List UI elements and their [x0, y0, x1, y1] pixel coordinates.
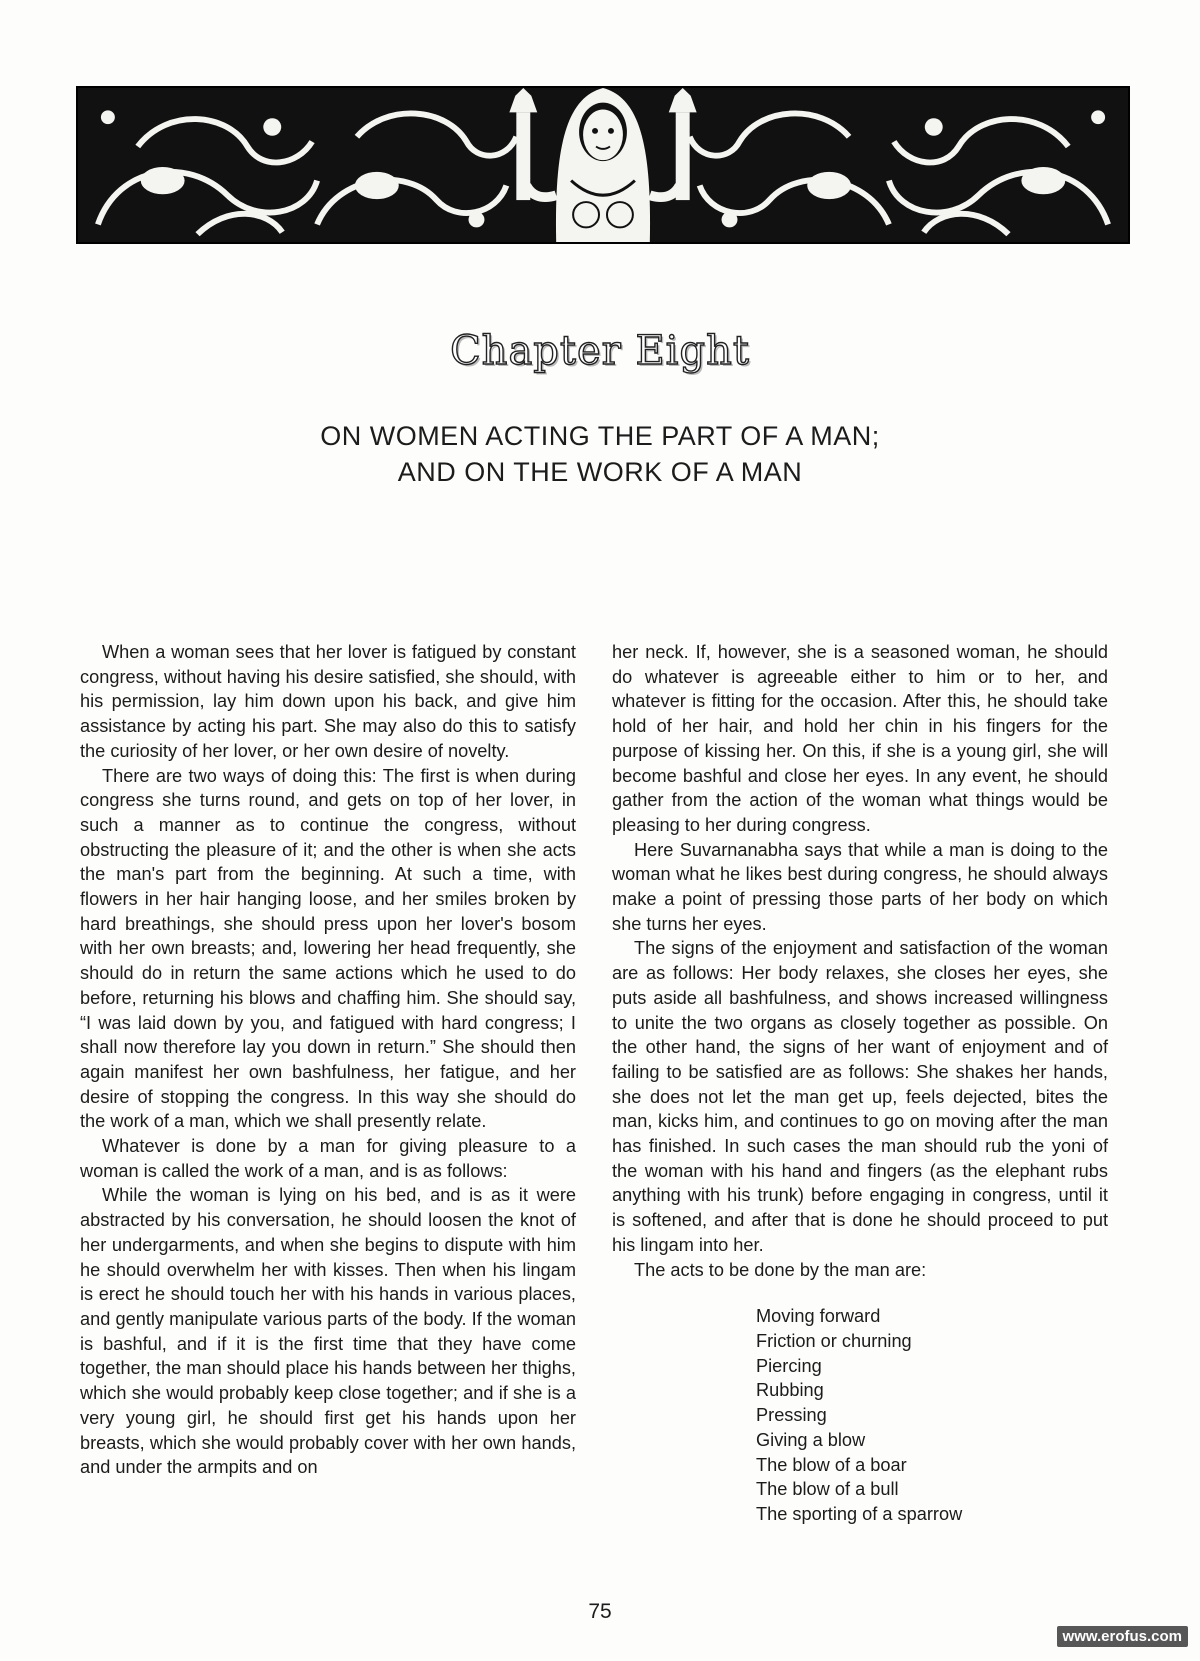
- subtitle-line-1: ON WOMEN ACTING THE PART OF A MAN;: [320, 421, 880, 451]
- paragraph: There are two ways of doing this: The first is when during congress she turns round, and gets on top of her lover, in such a manner as to continue the congress, without obstructing the pleasure of it; and the other is when she acts the man's part from the beginning. At such a time, with flowers in her hair hanging loose, and her smiles broken by hard breathings, she should press upon her lover's bosom with her own breasts; and, lowering her head frequently, she should do in return the same actions which he used to do before, returning his blows and chaffing him. She should say, “I was laid down by you, and fatigued with hard congress; I shall now therefore lay you down in return.” She should then again manifest her own bashfulness, her fatigue, and her desire of stopping the congress. In this way she should do the work of a man, which we shall presently relate.: [80, 765, 576, 1132]
- page-number: 75: [588, 1600, 612, 1623]
- paragraph: Here Suvarnanabha says that while a man is doing to the woman what he likes best during congress, he should always make a point of pressing those parts of her body on which she turns her eyes.: [612, 839, 1108, 934]
- chapter-title: Chapter Eight: [450, 328, 750, 374]
- list-item: Piercing: [756, 1355, 822, 1376]
- paragraph: While the woman is lying on his bed, and is as it were abstracted by his conversation, he should loosen the knot of her undergarments, and when she begins to dispute with him he should overwhelm her with kisses. Then when his lingam is erect he should touch her with his hands in various places, and gently manipulate various parts of the body. If the woman is bashful, and if it is the first time that they have come together, the man should place his hands between her thighs, which she would probably keep close together; and if she is a very young girl, he should first get his hands upon her breasts, which she would probably cover with her own hands, and under the armpits and on: [80, 1185, 576, 1478]
- paragraph: her neck. If, however, she is a seasoned woman, he should do whatever is agreeable either to him or to her, and whatever is fitting for the occasion. After this, he should take hold of her hair, and hold her chin in his fingers for the purpose of kissing her. On this, if she is a young girl, she will become bashful and close her eyes. In any event, he should gather from the action of the woman what things would be pleasing to her during congress.: [612, 642, 1108, 835]
- acts-list: [756, 1304, 1108, 1526]
- watermark: www.erofus.com: [1057, 1626, 1188, 1647]
- list-item: Rubbing: [756, 1380, 824, 1401]
- list-item: The sporting of a sparrow: [756, 1503, 963, 1524]
- ornament-illustration: [78, 88, 1128, 242]
- ornamental-banner: [76, 86, 1130, 244]
- list-item: Friction or churning: [756, 1330, 912, 1351]
- subtitle-line-2: AND ON THE WORK OF A MAN: [397, 457, 803, 487]
- list-item: The blow of a bull: [756, 1479, 899, 1500]
- list-item: Pressing: [756, 1405, 827, 1426]
- list-item: Moving forward: [756, 1306, 881, 1327]
- paragraph: The signs of the enjoyment and satisfaction of the woman are as follows: Her body relaxes, she closes her eyes, she puts aside all bashfulness, and shows increased willingness to unite the two organs as closely together as possible. On the other hand, the signs of her want of enjoyment and of failing to be satisfied are as follows: She shakes her hands, she does not let the man get up, feels dejected, bites the man, kicks him, and continues to go on moving after the man has finished. In such cases the man should rub the yoni of the woman with his hand and fingers (as the elephant rubs anything with his trunk) before engaging in congress, until it is softened, and after that is done he should proceed to put his lingam into her.: [612, 938, 1108, 1255]
- paragraph: The acts to be done by the man are:: [634, 1259, 927, 1280]
- chapter-subtitle: [0, 418, 1200, 490]
- paragraph: Whatever is done by a man for giving pleasure to a woman is called the work of a man, and is as follows:: [80, 1136, 576, 1181]
- paragraph: When a woman sees that her lover is fatigued by constant congress, without having his desire satisfied, she should, with his permission, lay him down upon his back, and give him assistance by acting his part. She may also do this to satisfy the curiosity of her lover, or her own desire of novelty.: [80, 642, 576, 761]
- list-item: The blow of a boar: [756, 1454, 907, 1475]
- list-item: Giving a blow: [756, 1429, 866, 1450]
- left-column: [80, 640, 576, 1480]
- right-column: [612, 640, 1108, 1527]
